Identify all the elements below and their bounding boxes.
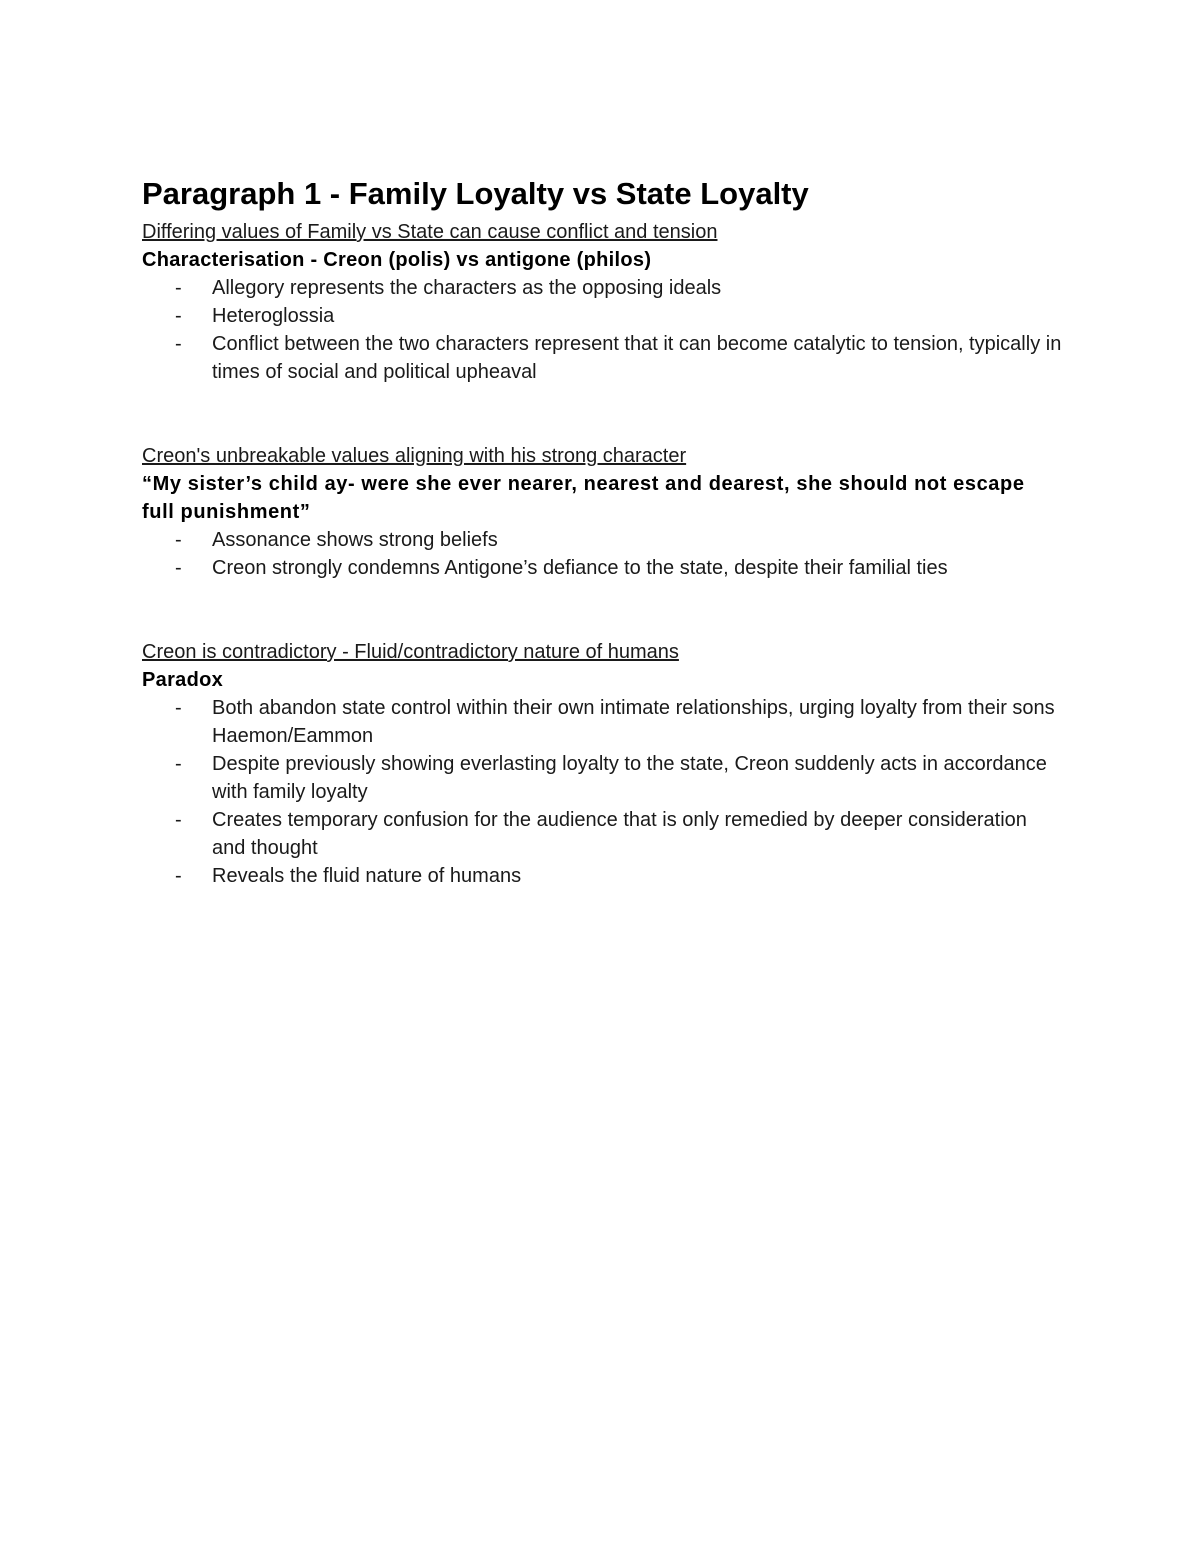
section-heading: Differing values of Family vs State can cause conflict and tension — [142, 221, 718, 243]
bullet-dash: - — [175, 697, 182, 719]
list-item — [142, 554, 1062, 582]
list-item-text: Conflict between the two characters represent that it can become catalytic to tension, typically in times of social and political upheaval — [212, 333, 1062, 383]
list-item-text: Creates temporary confusion for the audience that is only remedied by deeper consideration and thought — [212, 809, 1027, 859]
section-heading: Creon's unbreakable values aligning with his strong character — [142, 445, 687, 467]
list-item — [142, 274, 1062, 302]
quote: “My sister’s child ay- were she ever nearer, nearest and dearest, she should not escape full punishment” — [142, 473, 1025, 523]
list-item — [142, 862, 1062, 890]
list-item-text: Reveals the fluid nature of humans — [212, 865, 522, 887]
bullet-dash: - — [175, 529, 182, 551]
bullet-dash: - — [175, 865, 182, 887]
document-body — [142, 172, 1062, 890]
section-creon-values — [142, 442, 1062, 582]
section-creon-contradictory — [142, 638, 1062, 890]
list-item — [142, 806, 1062, 862]
list-item-text: Allegory represents the characters as the opposing ideals — [212, 277, 722, 299]
bullet-dash: - — [175, 277, 182, 299]
bullet-dash: - — [175, 557, 182, 579]
section-family-vs-state — [142, 218, 1062, 386]
list-item-text: Assonance shows strong beliefs — [212, 529, 498, 551]
list-item — [142, 526, 1062, 554]
list-item — [142, 694, 1062, 750]
list-item — [142, 330, 1062, 386]
bullet-dash: - — [175, 305, 182, 327]
bullet-list — [142, 694, 1062, 890]
list-item-text: Heteroglossia — [212, 305, 335, 327]
bullet-list — [142, 274, 1062, 386]
list-item — [142, 302, 1062, 330]
section-heading: Creon is contradictory - Fluid/contradictory nature of humans — [142, 641, 679, 663]
list-item-text: Despite previously showing everlasting loyalty to the state, Creon suddenly acts in accordance with family loyalty — [212, 753, 1047, 803]
list-item — [142, 750, 1062, 806]
bullet-dash: - — [175, 333, 182, 355]
page-title: Paragraph 1 - Family Loyalty vs State Loyalty — [142, 176, 809, 211]
bullet-dash: - — [175, 809, 182, 831]
bullet-list — [142, 526, 1062, 582]
list-item-text: Creon strongly condemns Antigone’s defiance to the state, despite their familial ties — [212, 557, 948, 579]
list-item-text: Both abandon state control within their own intimate relationships, urging loyalty from their sons Haemon/Eammon — [212, 697, 1055, 747]
bullet-dash: - — [175, 753, 182, 775]
section-subheading: Paradox — [142, 669, 224, 691]
section-subheading: Characterisation - Creon (polis) vs antigone (philos) — [142, 249, 652, 271]
